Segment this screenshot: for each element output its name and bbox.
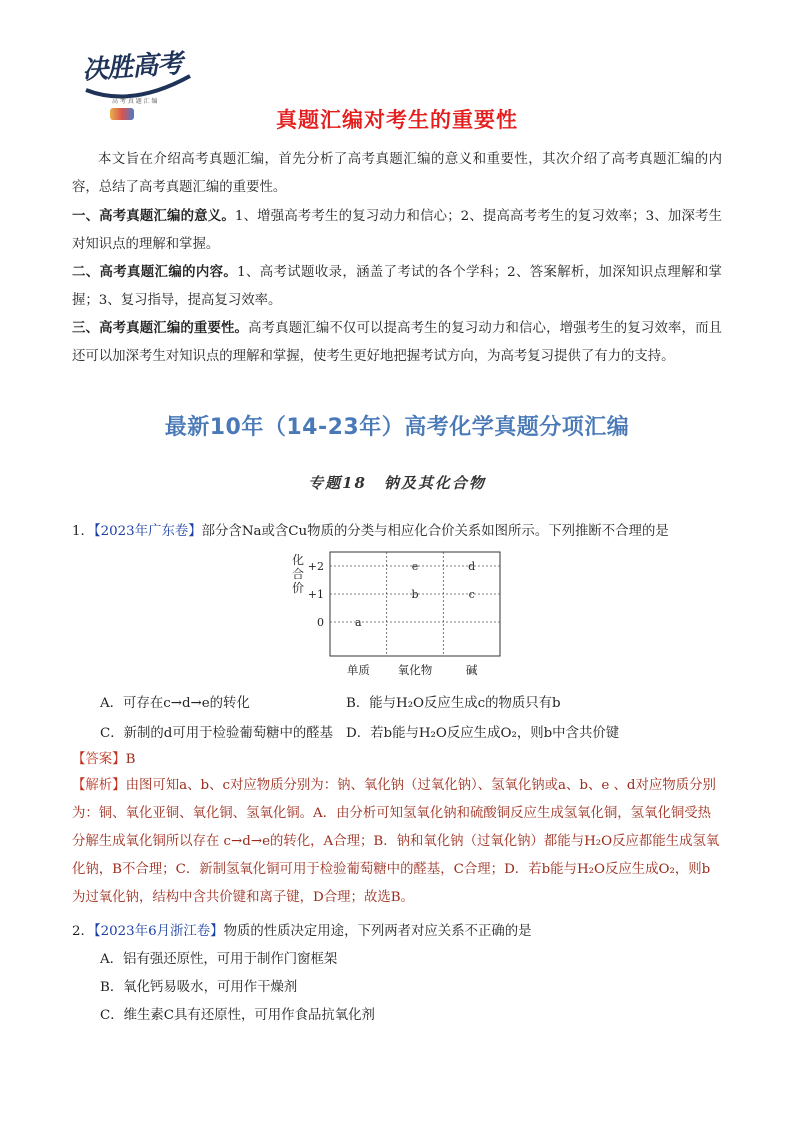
logo-sub-text: 高 考 真 题 汇 编 <box>112 98 158 105</box>
question-number: 2． <box>72 924 94 939</box>
option-text: 反应生成c的物质只有b <box>424 696 561 711</box>
analysis-text-2: 反应都能生成氢氧化钠，B不合理；C．新制氢氧化铜可用于检验葡萄糖中的醛基，C合理； <box>72 834 720 877</box>
formula-h2o: H₂O <box>418 726 447 741</box>
y-axis-label-char: 合 <box>292 567 305 581</box>
section-heading: 一、高考真题汇编的意义。 <box>72 208 235 224</box>
question-1-option-d <box>346 722 619 741</box>
page-title: 真题汇编对考生的重要性 <box>276 108 518 132</box>
question-1-option-b <box>346 692 561 711</box>
option-text: ，则b中含共价键 <box>516 726 620 741</box>
question-2-stem <box>72 920 532 939</box>
section-body: 高考真题汇编不仅可以提高考生的复习动力和信心，增强考生的复习效率，而且还可以加深考生对知识点的理解和掌握，使考生更好地把握考试方向，为高考复习提供了有力的支持。 <box>72 321 723 364</box>
logo-brand-text: 决胜高考 <box>81 48 184 86</box>
y-tick-label: +2 <box>307 560 324 573</box>
collection-title: 最新10年（14-23年）高考化学真题分项汇编 <box>164 415 630 440</box>
valence-chart <box>286 548 516 680</box>
intro-section-1 <box>72 202 722 259</box>
formula-o2: O₂ <box>500 726 517 741</box>
formula-h2o: H₂O <box>584 834 613 849</box>
question-1-option-a: A．可存在c→d→e的转化 <box>100 696 250 711</box>
question-number: 1． <box>72 524 94 539</box>
intro-summary: 本文旨在介绍高考真题汇编，首先分析了高考真题汇编的意义和重要性，其次介绍了高考真题汇编的内容，总结了高考真题汇编的重要性。 <box>72 152 722 195</box>
intro-section-3 <box>72 314 722 371</box>
question-text: 物质的性质决定用途，下列两者对应关系不正确的是 <box>223 924 532 939</box>
analysis-text-3-post: ，则b为过氧化钠，结构中含共价键和离子键，D合理；故选B。 <box>72 862 711 905</box>
formula-h2o: H₂O <box>396 696 425 711</box>
data-point-label: c <box>468 588 475 601</box>
question-text: 部分含Na或含Cu物质的分类与相应化合价关系如图所示。下列推断不合理的是 <box>201 524 669 539</box>
y-tick-label: 0 <box>317 616 324 629</box>
section-body: 1、增强高考考生的复习动力和信心；2、提高高考考生的复习效率；3、加深考生对知识点的理解和掌握。 <box>72 209 723 252</box>
analysis-label: 【解析】 <box>72 778 126 793</box>
question-source-tag: 【2023年6月浙江卷】 <box>93 924 224 939</box>
answer <box>72 748 135 767</box>
question-2-option-b: B．氧化钙易吸水，可用作干燥剂 <box>100 980 298 995</box>
answer-value: B <box>125 752 136 767</box>
y-axis-label-char: 化 <box>292 553 305 567</box>
x-tick-label: 碱 <box>465 663 478 677</box>
intro-section-2 <box>72 258 722 315</box>
option-text: B．能与 <box>346 696 397 711</box>
formula-o2: O₂ <box>658 862 675 877</box>
y-tick-label: +1 <box>307 588 324 601</box>
data-point-label: d <box>468 560 476 573</box>
data-point-label: b <box>411 588 419 601</box>
analysis <box>72 772 722 912</box>
option-text: D．若b能与 <box>346 726 419 741</box>
question-2-option-c: C．维生素C具有还原性，可用作食品抗氧化剂 <box>100 1008 375 1023</box>
data-point-label: a <box>355 616 362 629</box>
section-body: 1、高考试题收录，涵盖了考试的各个学科；2、答案解析，加深知识点理解和掌握；3、复习指导，提高复习效率。 <box>72 265 722 308</box>
x-tick-label: 氧化物 <box>397 663 433 677</box>
question-1-stem <box>72 520 669 539</box>
question-1-option-c: C．新制的d可用于检验葡萄糖中的醛基 <box>100 726 334 741</box>
question-source-tag: 【2023年广东卷】 <box>93 524 202 539</box>
analysis-text-3-pre: D．若b能与 <box>504 862 577 877</box>
analysis-text-3-mid: 反应生成 <box>604 862 659 877</box>
section-heading: 二、高考真题汇编的内容。 <box>72 264 238 280</box>
formula-h2o: H₂O <box>576 862 605 877</box>
y-axis-label-char: 价 <box>292 581 305 595</box>
x-tick-label: 单质 <box>346 663 370 677</box>
question-2-option-a: A．铝有强还原性，可用于制作门窗框架 <box>100 952 338 967</box>
option-text: 反应生成 <box>446 726 501 741</box>
answer-label: 【答案】 <box>72 752 126 767</box>
analysis-text-1: 由图可知a、b、c对应物质分别为：钠、氧化钠（过氧化钠）、氢氧化钠或a、b、e 、d对应物质分别为：铜、氧化亚铜、氧化铜、氢氧化铜。A．由分析可知氢氧化钠和硫酸铜反应生成氢氧化铜，氢氧化铜受热分解生成氧化铜所以存在 c→d→e的转化，A合理；B．钠和氧化钠（过氧化钠）都能与 <box>72 778 716 849</box>
topic-title: 专题18 钠及其化合物 <box>308 474 486 492</box>
data-point-label: e <box>411 560 419 573</box>
section-heading: 三、高考真题汇编的重要性。 <box>72 320 249 336</box>
